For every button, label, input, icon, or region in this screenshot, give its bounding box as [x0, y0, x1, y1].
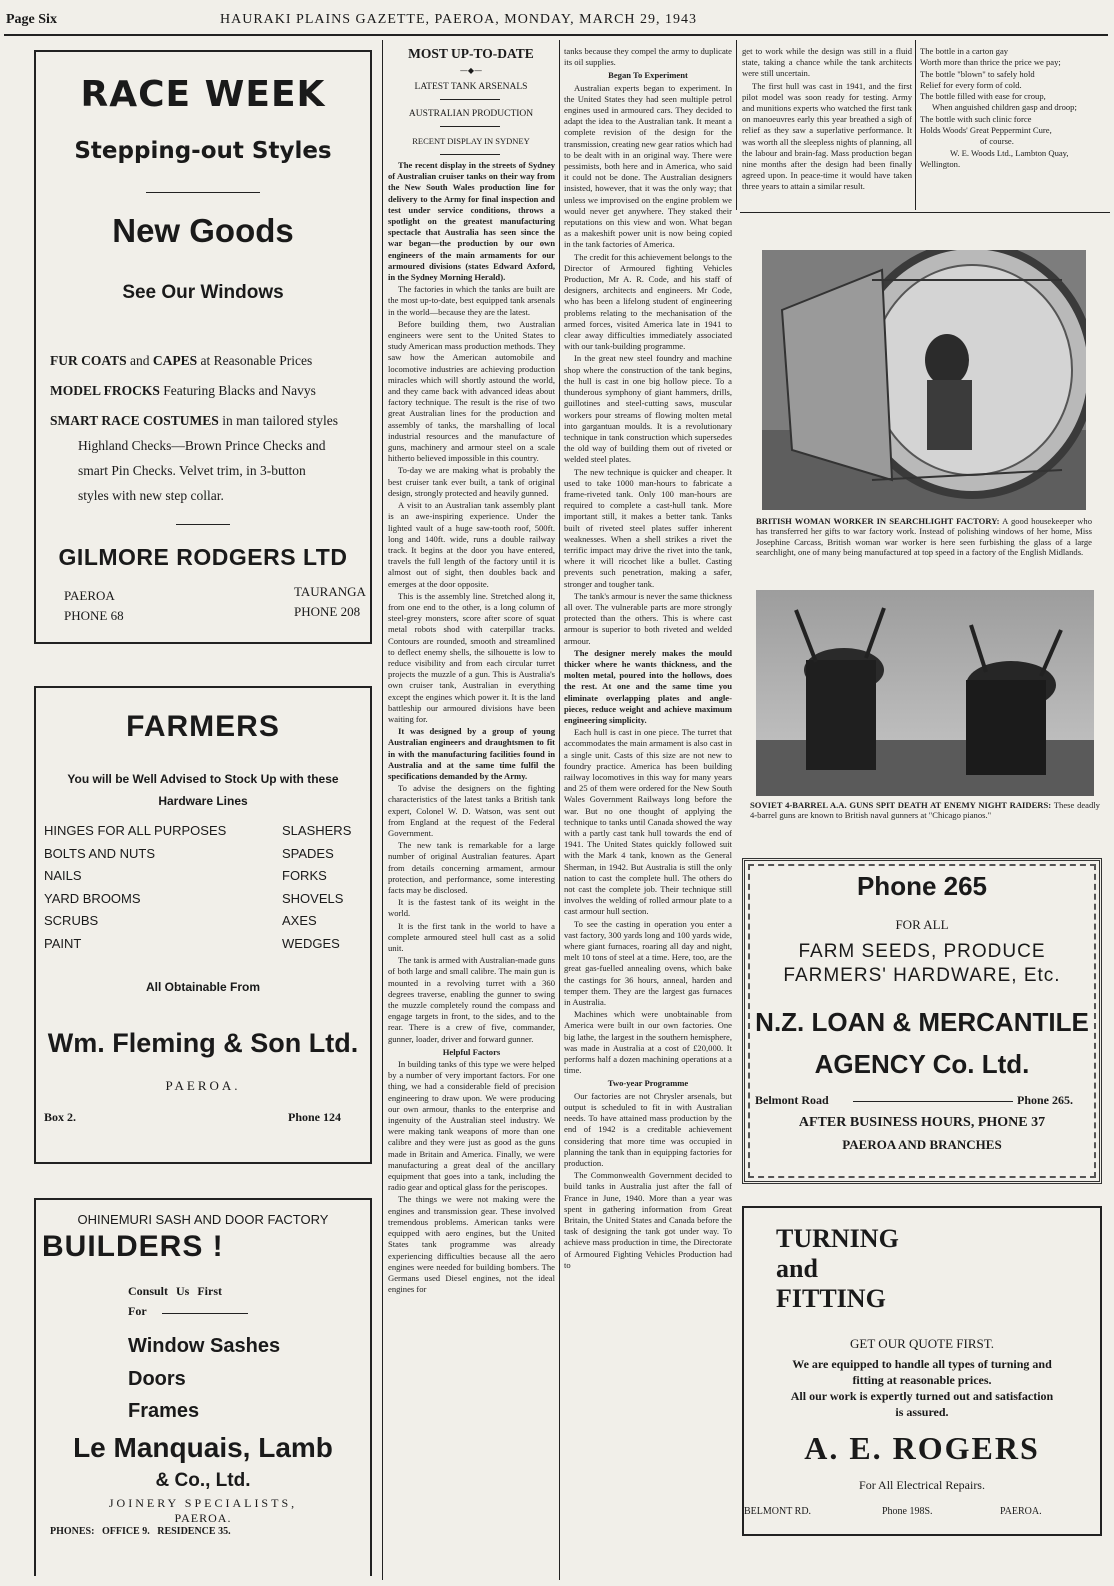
paragraph: It was designed by a group of young Australian engineers and draughtsmen to fit in with the manufacturing facilities found in Australia and at the same time fulfil the specifications demanded by the Army. — [388, 726, 555, 781]
ad-for-all: FOR ALL — [895, 917, 949, 932]
paragraph: Machines which were unobtainable from America were built in our own factories. One big lathe, the largest in the southern hemisphere, was made in Australia at a cost of £20,000. It performs half a dozen machining operations at a time. — [564, 1009, 732, 1076]
paragraph: get to work while the design was still in a fluid state, taking a chance while the tank architects were still uncertain. — [742, 46, 912, 79]
ad-windows: See Our Windows — [122, 282, 284, 303]
ad-intro — [36, 768, 370, 812]
header-rule — [4, 34, 1108, 36]
list-item: SPADES — [282, 845, 334, 861]
list-item: YARD BROOMS — [44, 890, 141, 906]
paragraph: The factories in which the tanks are built are the most up-to-date, best equipped tank arsenals in the world—because they are the latest. — [388, 284, 555, 317]
article-deck-2: AUSTRALIAN PRODUCTION — [408, 109, 534, 119]
article-column-2 — [564, 46, 732, 1580]
ad-line: SMART RACE COSTUMES in man tailored styles — [50, 413, 339, 428]
paragraph: Australian experts began to experiment. In the United States they had seen multiple petrol engines used in armoured cars. They decided to adapt the idea to the Australian tank. It meant a complete revision of the design for the transmission, creating new gear ratios which had to be dealt with in an original way. There were pessimists, both here and in America, who said it could not be done. The Australian designers insisted, however, that it was the only way; that unless we improvised on the engine problem we would never get anywhere. They staked their reputations on this view and won. What began as a makeshift power unit is now being copied in the tank factories of America. — [564, 82, 732, 250]
list-item: Frames — [128, 1400, 200, 1422]
photo-caption-1 — [756, 516, 1092, 558]
ad-ae-rogers — [742, 1206, 1102, 1536]
subheading: Helpful Factors — [442, 1046, 501, 1057]
paragraph: To advise the designers on the fighting characteristics of the latest tanks a British tank expert, Colonel W. D. Watson, was sent out from England at the request of the Federal Government. — [388, 783, 555, 838]
ad-tauranga — [294, 582, 366, 622]
photo-aa-guns — [756, 590, 1094, 796]
list-item: Window Sashes — [128, 1335, 281, 1357]
ad-firm: Le Manquais, Lamb — [73, 1432, 333, 1463]
ad-road: BELMONT RD. — [744, 1506, 812, 1517]
ad-fleming — [34, 686, 372, 1164]
caption-title: BRITISH WOMAN WORKER IN SEARCHLIGHT FACTORY: — [756, 516, 1000, 526]
aa-guns-image — [756, 590, 1094, 796]
column-rule — [736, 40, 737, 210]
paragraph: The new technique is quicker and cheaper. It used to take 1000 man-hours to fabricate a frame-riveted tank. Only 100 man-hours are required to complete a cast-hull tank. More important still, it makes a better tank. Tanks built of riveted steel plates suffer inherent weaknesses. When a shell strikes a rivet the terrific impact may drive the rivet into the tank, where it will ricochet like a bullet. Casting prevents such penetration, making a safer, stronger and tougher tank. — [564, 466, 732, 589]
headline-line: and — [776, 1254, 818, 1283]
phone: PHONE 208 — [294, 604, 361, 619]
ad-line: Wellington. — [920, 158, 961, 169]
subheading: Two-year Programme — [607, 1078, 689, 1089]
divider-star: —◆— — [459, 66, 483, 75]
masthead-title: HAURAKI PLAINS GAZETTE, PAEROA, MONDAY, MARCH 29, 1943 — [220, 12, 698, 27]
paragraph: The tank is armed with Australian-made guns of both large and small calibre. The main gun is mounted in a revolving turret with a 360 degrees traverse, enabling the gunner to swing the muzzle completely round the compass and engage targets in front, to the sides, and to the rear. There is a crew of five, commander, gunner, loader, driver and forward gunner. — [388, 955, 555, 1044]
paragraph: The designer merely makes the mould thicker where he wants thickness, and the molten metal, poured into the hollows, does the rest. At one and the same time you eliminate overlapping plates and angle-pieces, reduce weight and achieve maximum engineering simplicity. — [564, 647, 732, 725]
article-headline: MOST UP-TO-DATE — [408, 46, 534, 61]
list-item: Doors — [128, 1367, 186, 1390]
photo-caption-2 — [750, 800, 1100, 821]
phone: PHONE 68 — [64, 608, 124, 623]
headline-line: TURNING — [776, 1224, 899, 1253]
ad-phone-headline: Phone 265 — [856, 871, 988, 901]
list-item: SLASHERS — [282, 823, 352, 838]
article-column-1 — [388, 160, 555, 1580]
ad-phone: Phone 124 — [288, 1110, 342, 1124]
ad-road-phone: Phone 265. — [1017, 1093, 1074, 1107]
paragraph: The Commonwealth Government decided to build tanks in Australia just after the fall of France in June, 1940. More than a year was spent in gathering information from Great Britain, the United States and Canada before the task of designing the tank got under way. To achieve mass production in time, the Directorate of Armoured Fighting Vehicles Production had to — [564, 1170, 732, 1270]
ad-line: When anguished children gasp and droop; — [932, 102, 1077, 113]
ad-line: W. E. Woods Ltd., Lambton Quay, — [950, 147, 1069, 158]
ad-firm: GILMORE RODGERS LTD — [58, 544, 348, 570]
ad-line: The bottle filled with ease for croup, — [920, 91, 1046, 102]
paragraph: The things we were not making were the engines and transmission gear. These involved tremendous problems. American tanks were equipped with aero engines, but the United States tank programme was already experiencing difficulties because all the aero engines were needed for building bombers. The Germans used Diesel engines, not the ideal engines for — [388, 1194, 555, 1295]
headline-line: FITTING — [776, 1284, 886, 1313]
paragraph: The credit for this achievement belongs to the Director of Armoured fighting Vehicles Production, Mr A. R. Code, and his staff of designers, architects and engineers. Mr Code, who has been a lifelong student of engineering problems relating to the mechanisation of the armed forces, visited America late in 1941 to clear away difficulties immediately associated with our tank-building programme. — [564, 251, 732, 352]
ad-items-right — [282, 820, 351, 956]
divider — [176, 524, 230, 525]
paragraph: In the great new steel foundry and machine shop where the construction of the tank begins, the hull is cast in one big hollow piece. To a thunderous symphony of giant hammers, drills, guillotines and steel-cutting saws, muscular workers pour streams of flowing molten metal into gargantuan moulds. It is a revolutionary technique in tank construction which supersedes the old way of building them out of riveted or welded steel plates. — [564, 353, 732, 465]
paragraph: It is the first tank in the world to have a complete armoured steel hull cast as a solid unit. — [388, 920, 555, 954]
caption-text: These deadly 4-barrel guns are known to British naval gunners at "Chicago pianos." — [750, 800, 1100, 821]
ad-consult: Consult Us First — [128, 1284, 223, 1298]
ad-firm: N.Z. LOAN & MERCANTILE — [755, 1007, 1089, 1037]
divider — [440, 126, 500, 127]
column-rule — [915, 40, 916, 210]
ad-line: Relief for every form of cold. — [920, 79, 1022, 90]
ad-electrical: For All Electrical Repairs. — [859, 1478, 985, 1492]
ad-line: is assured. — [895, 1405, 949, 1419]
paragraph: Each hull is cast in one piece. The turret that accommodates the main armament is also cast in a single unit. Casts of this size are not new to foundry practice. America has been building railway locomotives in this way for many years and 25 of them were ordered for the New South Wales Government Railways long before the war. But no one thought of applying the technique to tanks until Canada showed the way with a partly cast tank hull towards the end of 1941. The United States quickly followed suit with the Mark 4 tank, known as the General Sherman, in 1942. But Australia is still the only nation to cast the complete hull. The others do not cast the complete job. Their technique still involves the welding of rolled armour plate to a cast armour hull section. — [564, 727, 732, 917]
ad-town: PAEROA. — [1000, 1506, 1042, 1517]
divider — [162, 1313, 248, 1314]
ad-lines — [50, 348, 366, 508]
page-header — [0, 10, 1114, 32]
photo-searchlight — [762, 250, 1086, 510]
ad-line: The bottle "blown" to safely hold — [920, 68, 1035, 79]
page-number: Page Six — [6, 12, 57, 27]
list-item: AXES — [282, 913, 317, 929]
intro: Hardware Lines — [158, 794, 248, 808]
ad-headline: BUILDERS ! — [42, 1230, 224, 1263]
ad-firm-2: & Co., Ltd. — [155, 1470, 251, 1491]
searchlight-image — [762, 250, 1086, 510]
ad-headline: FARMERS — [126, 710, 280, 743]
article-column-3 — [742, 46, 912, 212]
ad-line: styles with new step collar. — [78, 488, 224, 503]
paragraph: In building tanks of this type we were helped by a number of very important factors. For one thing, we had a considerable field of precision engineering to draw upon. We were producing our own armour, thanks to the enterprise and ingenuity of the Australian steel industry. We were making tank weapons of more than one calibre and they were just as good as the guns made in Britain and America. Finally, we were manufacturing a great deal of the ancillary equipment that goes into a tank, including the radio gear and optical glass for the periscopes. — [388, 1059, 555, 1193]
ad-specialists: JOINERY SPECIALISTS, — [108, 1496, 298, 1510]
ad-line: Holds Woods' Great Peppermint Cure, — [920, 125, 1052, 136]
ad-phone: Phone 198S. — [882, 1506, 933, 1517]
caption-title: SOVIET 4-BARREL A.A. GUNS SPIT DEATH AT ENEMY NIGHT RAIDERS: — [750, 800, 1052, 810]
ad-line: FARMERS' HARDWARE, Etc. — [783, 965, 1061, 986]
ad-box: Box 2. — [44, 1110, 77, 1124]
paragraph: tanks because they compel the army to duplicate its oil supplies. — [564, 46, 732, 68]
paragraph: To see the casting in operation you enter a vast factory, 300 yards long and 100 yards wide, where giant furnaces, roaring all day and night, melt 10 tons of steel at a time. Here, too, are the great gas-fuelled annealing ovens, which bake the castings for 36 hours, anneal, harden and temper them. They are the largest gas furnaces in Australia. — [564, 918, 732, 1008]
column-rule — [559, 40, 560, 1580]
section-rule — [740, 212, 1110, 213]
ad-quote: GET OUR QUOTE FIRST. — [850, 1336, 994, 1351]
article-deck-1: LATEST TANK ARSENALS — [414, 82, 528, 92]
list-item: SCRUBS — [44, 913, 99, 929]
ad-headline — [776, 1224, 899, 1314]
list-item: BOLTS AND NUTS — [44, 845, 156, 861]
list-item: WEDGES — [282, 935, 340, 951]
paragraph: This is the assembly line. Stretched along it, from one end to the other, is a long column of steel-grey monsters, score after score of squat metal robots shod with caterpillar tracks. Contours are rounded, smooth and streamlined to deflect enemy shells, the silhouette is low to reduce visibility and from each circular turret projects the muzzle of a gun. This is Australia's own cruiser tank, Australian in everything except the engines which power it. It is the land battleship our armoured divisions have been waiting for. — [388, 590, 555, 724]
ad-firm-2: AGENCY Co. Ltd. — [814, 1049, 1030, 1079]
ad-line: smart Pin Checks. Velvet trim, in 3-button — [78, 463, 306, 478]
ad-after-hours: AFTER BUSINESS HOURS, PHONE 37 — [798, 1115, 1046, 1130]
ad-line: Worth more than thrice the price we pay; — [920, 57, 1061, 68]
list-item: FORKS — [282, 868, 327, 884]
ad-builders — [34, 1198, 372, 1576]
article-deck-3: RECENT DISPLAY IN SYDNEY — [412, 136, 530, 146]
subheading: Began To Experiment — [608, 70, 688, 81]
town: TAURANGA — [294, 584, 366, 599]
ad-line: Highland Checks—Brown Prince Checks and — [78, 438, 326, 453]
divider — [853, 1101, 1013, 1102]
ad-line: All our work is expertly turned out and satisfaction — [790, 1389, 1054, 1403]
paragraph: Before building them, two Australian engineers were sent to the United States to study American mass production methods. They saw how the American automobile and locomotive industries are achieving production miracles which will shortly astound the world, and they came back with advanced ideas about factory technique. The result is the rise of two great Australian lines for the production and assembly of tanks, the marshalling of local industrial resources and the manufacture of guns, machinery and armour steel on a scale hitherto believed impossible in this country. — [388, 318, 555, 464]
ad-obtainable: All Obtainable From — [145, 980, 260, 994]
paragraph: It is the fastest tank of its weight in the world. — [388, 897, 555, 919]
ad-firm: A. E. ROGERS — [804, 1430, 1040, 1466]
divider — [440, 99, 500, 100]
ad-for: For — [128, 1304, 147, 1318]
paragraph: The first hull was cast in 1941, and the first pilot model was soon ready for testing. Army and munitions experts who watched the first tank on manoeuvres early this year breathed a sigh of relief as they saw a superlative performance. It was worth all the sleepless nights of planning, all the labour and brain-fag. Mass production began nine months after the design had been finally agreed upon. In peace-time it would have taken three years to attain a similar result. — [742, 80, 912, 192]
ad-headline: RACE WEEK — [80, 74, 326, 115]
article-lead: The recent display in the streets of Sydney of Australian cruiser tanks on their way from the New South Wales production line for delivery to the Army for final inspection and test under service conditions, throws a spotlight on the greatest manufacturing spectacle that Australia has seen since the war began—the production by our own engineers of the main armaments for our armoured divisions (states Edward Axford, in the Sydney Morning Herald). — [388, 160, 555, 283]
paragraph: Our factories are not Chrysler arsenals, but output is scheduled to fit in with Australian needs. To have attained mass production by the end of 1942 is a creditable achievement considering that more time was occupied in planning the tank than in equipping factories for production. — [564, 1090, 732, 1168]
caption-text: A good housekeeper who has transferred her gifts to war factory work. Instead of polishing windows of her home, Miss Josephine Carcass, British woman war worker is here seen furbishing the glass of a large searchlight, one of many being manufactured at top speed in a factory of the English Midlands. — [756, 516, 1092, 558]
ad-phones: PHONES: OFFICE 9. RESIDENCE 35. — [50, 1526, 231, 1537]
ad-line: The bottle with such clinic force — [920, 113, 1032, 124]
ad-items-left — [44, 820, 226, 956]
ad-subhead: Stepping-out Styles — [74, 138, 332, 164]
ad-branches: PAEROA AND BRANCHES — [842, 1137, 1002, 1152]
ad-line: The bottle in a carton gay — [920, 46, 1009, 56]
ad-road: Belmont Road — [755, 1093, 829, 1107]
list-item: PAINT — [44, 935, 82, 951]
ad-new-goods: New Goods — [112, 212, 294, 249]
ad-nz-loan — [742, 858, 1102, 1184]
paragraph: The tank's armour is never the same thickness all over. The vulnerable parts are more strongly protected than the others. This is where cast armour is superior to both riveted and welded armour. — [564, 590, 732, 646]
ad-line: of course. — [980, 136, 1014, 147]
town: PAEROA — [64, 588, 115, 603]
ad-line: fitting at reasonable prices. — [852, 1373, 992, 1387]
ad-paeroa — [64, 586, 124, 626]
ad-factory: OHINEMURI SASH AND DOOR FACTORY — [77, 1212, 329, 1227]
ad-firm: Wm. Fleming & Son Ltd. — [47, 1028, 359, 1058]
list-item: HINGES FOR ALL PURPOSES — [44, 823, 227, 838]
ad-line: MODEL FROCKS Featuring Blacks and Navys — [50, 383, 316, 398]
list-item: NAILS — [44, 868, 82, 884]
ad-woods-peppermint — [920, 46, 1110, 170]
ad-line: FARM SEEDS, PRODUCE — [798, 941, 1046, 962]
intro: You will be Well Advised to Stock Up with these — [67, 772, 339, 786]
list-item: SHOVELS — [282, 890, 344, 906]
paragraph: To-day we are making what is probably the best cruiser tank ever built, a tank of original design, strongly protected and heavily gunned. — [388, 465, 555, 498]
ad-line: We are equipped to handle all types of turning and — [792, 1357, 1052, 1371]
ad-town: PAEROA. — [165, 1078, 241, 1093]
divider — [146, 192, 260, 193]
ad-line: FUR COATS and CAPES at Reasonable Prices — [50, 353, 313, 368]
divider — [440, 154, 500, 155]
column-rule — [382, 40, 383, 1580]
ad-equipped — [744, 1356, 1100, 1420]
ad-gilmore-rodgers — [34, 50, 372, 644]
ad-items — [128, 1330, 280, 1428]
ad-town: PAEROA. — [174, 1511, 232, 1525]
paragraph: The new tank is remarkable for a large number of original Australian features. Apart from details concerning armament, armour protection, and performance, some interesting facts may be disclosed. — [388, 840, 555, 895]
paragraph: A visit to an Australian tank assembly plant is an awe-inspiring experience. Under the lighted vault of a huge saw-tooth roof, 500ft. long and 140ft. wide, runs a double railway track. It begins at the door you have entered, travels the full length of the factory until it is almost out of sight, then doubles back and emerges at the door opposite. — [388, 500, 555, 589]
